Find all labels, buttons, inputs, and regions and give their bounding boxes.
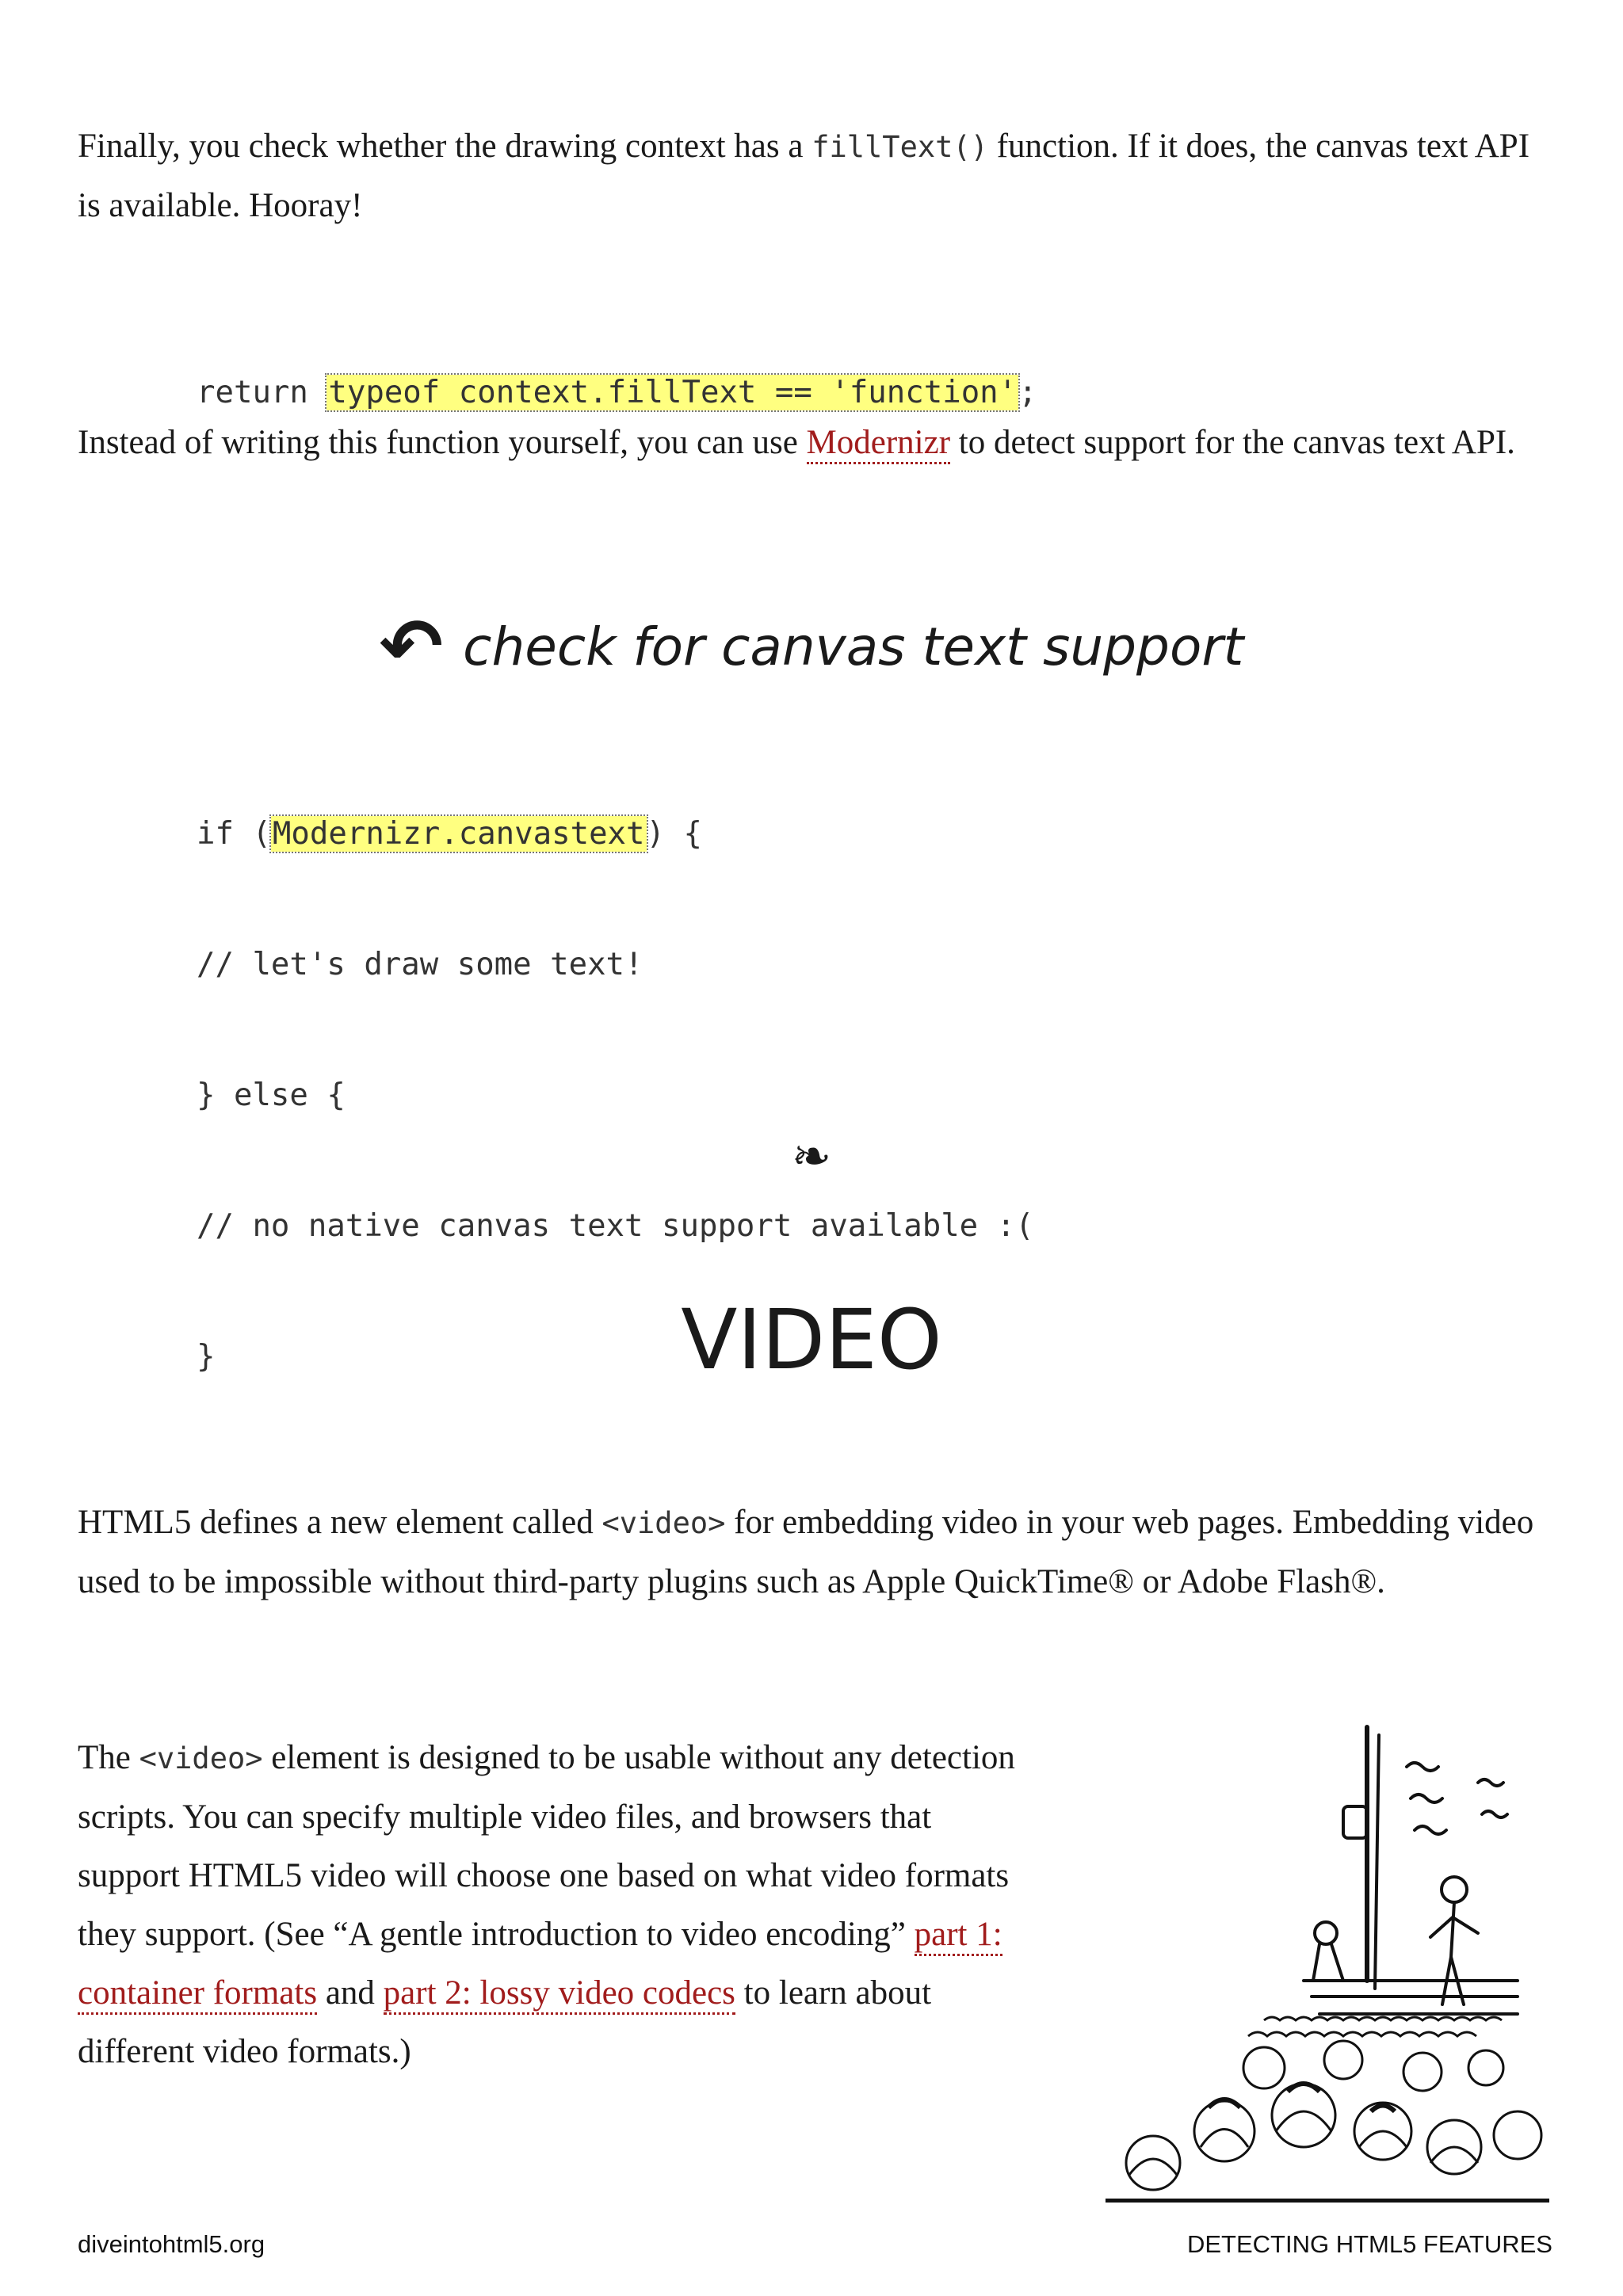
inline-code-video-2: <video> bbox=[139, 1741, 263, 1775]
footer-chapter: DETECTING HTML5 FEATURES bbox=[1186, 2230, 1552, 2258]
modernizr-paragraph: Instead of writing this function yourself, you can use Modernizr to detect support for the canvas text API. bbox=[78, 414, 1552, 472]
code-line-5: } bbox=[197, 1339, 216, 1375]
code-line-2: // let's draw some text! bbox=[197, 947, 643, 982]
video-paragraph-2: The <video> element is designed to be usable without any detection scripts. You can specify multiple video files, and browsers that support HTML5 video will choose one based on what video formats they support. (See “A gentle introduction to video encoding” part 1: container formats and part 2: lossy video codecs to learn about different video formats.) bbox=[78, 1739, 1015, 2070]
container-formats-link[interactable]: part 1: container formats bbox=[78, 1916, 1002, 2015]
code-line-1: if (Modernizr.canvastext) { bbox=[197, 816, 702, 852]
undo-arrow-icon: ↶ bbox=[379, 602, 444, 691]
modernizr-link[interactable]: Modernizr bbox=[807, 424, 951, 464]
fleuron-icon: ❧ bbox=[791, 1129, 832, 1184]
code-highlight-typeof: typeof context.fillText == 'function' bbox=[328, 375, 1018, 410]
intro-paragraph: Finally, you check whether the drawing context has a fillText() function. If it does, the canvas text API is available. Hooray! bbox=[78, 128, 1530, 224]
video-paragraph-1: HTML5 defines a new element called <video> for embedding video in your web pages. Embedding video used to be impossible without third-party plugins such as Apple QuickTime® or Adobe Flash®. bbox=[78, 1504, 1534, 1600]
code-highlight-canvastext: Modernizr.canvastext bbox=[272, 816, 645, 852]
callout-heading bbox=[0, 602, 1623, 697]
code-return-keyword: return bbox=[197, 375, 308, 410]
inline-code-video: <video> bbox=[601, 1506, 726, 1540]
lossy-video-codecs-link[interactable]: part 2: lossy video codecs bbox=[384, 1974, 735, 2015]
section-title: VIDEO bbox=[681, 1291, 942, 1388]
inline-code-filltext: fillText() bbox=[812, 130, 988, 164]
code-line-4: // no native canvas text support available :( bbox=[197, 1208, 1034, 1244]
code-line-3: } else { bbox=[197, 1077, 346, 1113]
callout-title: check for canvas text support bbox=[463, 616, 1244, 677]
crowd-illustration bbox=[1106, 1719, 1549, 2203]
return-code-block: return typeof context.fillText == 'function'; bbox=[197, 375, 1037, 410]
footer-site: diveintohtml5.org bbox=[78, 2230, 265, 2258]
